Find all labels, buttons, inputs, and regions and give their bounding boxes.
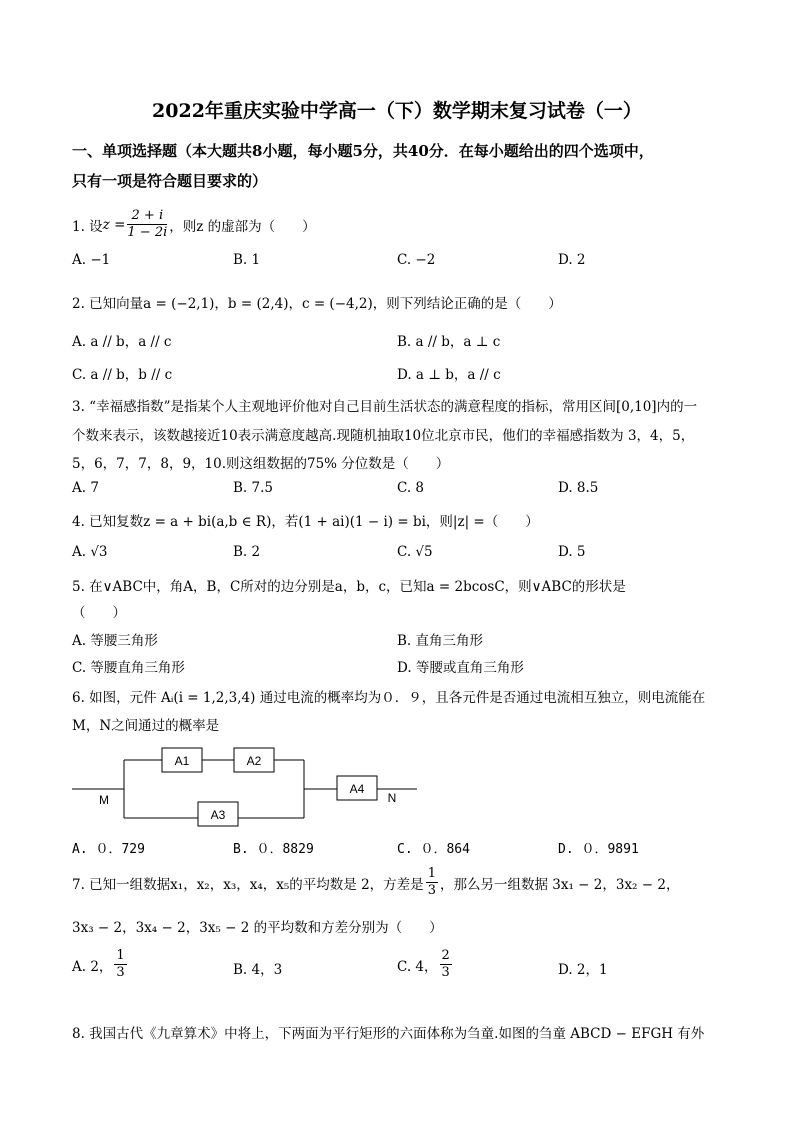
q3-option-b: B. 7.5 [233, 480, 273, 496]
q7-option-c-num: 2 [441, 948, 450, 963]
section-heading-line2: 只有一项是符合题目要求的） [72, 172, 268, 190]
q7-option-a [72, 948, 129, 981]
circuit-diagram [72, 738, 417, 830]
page-title: 2022年重庆实验中学高一（下）数学期末复习试卷（一） [152, 100, 642, 122]
q6-option-d: D. ０．9891 [558, 842, 639, 857]
node-n-label: N [387, 791, 397, 805]
q6-option-a: A. ０．729 [72, 842, 145, 857]
component-a2-label: A2 [246, 754, 262, 768]
q2-option-d: D. a ⊥ b，a // c [397, 367, 501, 383]
q7-variance-num: 1 [427, 866, 436, 881]
q4-option-b: B. 2 [233, 544, 261, 560]
q7-line1-b: ，那么另一组数据 3x₁ − 2，3x₂ − 2， [439, 876, 680, 893]
question-2-stem: 2. 已知向量a = (−2,1)，b = (2,4)，c = (−4,2)，则下列结论正确的是（ ） [72, 296, 562, 312]
question-3-line1: 3. “幸福感指数”是指某个人主观地评价他对自己目前生活状态的满意程度的指标，常用区间[0,10]内的一 [72, 399, 698, 415]
component-a1-label: A1 [174, 754, 190, 768]
component-a3-label: A3 [210, 808, 226, 822]
q5-option-a: A. 等腰三角形 [72, 633, 158, 649]
q1-numerator: 2 + i [127, 208, 167, 225]
question-8-line1: 8. 我国古代《九章算术》中将上，下两面为平行矩形的六面体称为刍童.如图的刍童 ABCD − EFGH 有外 [72, 1026, 705, 1042]
q5-option-d: D. 等腰或直角三角形 [397, 660, 524, 676]
q1-lhs: z = [102, 216, 126, 233]
q3-option-d: D. 8.5 [558, 480, 599, 496]
q7-option-a-num: 1 [116, 948, 125, 963]
q2-option-b: B. a // b，a ⊥ c [397, 334, 501, 350]
question-5-line2: （ ） [72, 605, 126, 621]
node-m-label: M [99, 793, 109, 807]
q7-option-a-text: A. 2， [72, 958, 113, 975]
q1-fraction [127, 208, 167, 241]
q1-prefix: 1. 设 [72, 218, 103, 235]
q1-option-c: C. −2 [397, 252, 436, 268]
q7-option-d: D. 2，1 [558, 962, 608, 978]
question-3-line3: 5，6，7，7，8，9，10.则这组数据的75% 分位数是（ ） [72, 456, 450, 472]
q7-option-a-den: 3 [116, 965, 125, 980]
q5-option-c: C. 等腰直角三角形 [72, 660, 185, 676]
q7-option-b: B. 4，3 [233, 962, 283, 978]
q2-option-a: A. a // b，a // c [72, 334, 172, 350]
component-a4-label: A4 [349, 782, 365, 796]
question-7-line2: 3x₃ − 2，3x₄ − 2，3x₅ − 2 的平均数和方差分别为（ ） [72, 920, 443, 936]
question-3-line2: 个数来表示，该数越接近10表示满意度越高.现随机抽取10位北京市民，他们的幸福感指数为 3，4，5， [72, 428, 695, 444]
q1-option-a: A. −1 [72, 252, 111, 268]
q7-variance-den: 3 [427, 883, 436, 898]
q7-option-c-text: C. 4， [397, 958, 438, 975]
q3-option-c: C. 8 [397, 480, 425, 496]
q6-option-b: B. ０．8829 [233, 842, 314, 857]
question-1-stem [72, 208, 316, 241]
section-heading-line1: 一、单项选择题（本大题共8小题，每小题5分，共40分．在每小题给出的四个选项中， [72, 142, 654, 160]
q1-option-b: B. 1 [233, 252, 261, 268]
q2-option-c: C. a // b，b // c [72, 367, 173, 383]
q7-option-c-den: 3 [441, 965, 450, 980]
q4-option-a: A. √3 [72, 544, 108, 560]
question-6-line1: 6. 如图，元件 Aᵢ(i = 1,2,3,4) 通过电流的概率均为０．９，且各元件是否通过电流相互独立，则电流能在 [72, 690, 706, 706]
q1-option-d: D. 2 [558, 252, 586, 268]
q5-option-b: B. 直角三角形 [397, 633, 484, 649]
q3-option-a: A. 7 [72, 480, 99, 496]
question-7-line1 [72, 866, 679, 899]
q4-option-d: D. 5 [558, 544, 586, 560]
question-4-stem: 4. 已知复数z = a + bi(a,b ∈ R)，若(1 + ai)(1 − i) = bi，则|z| =（ ） [72, 514, 539, 530]
q1-denominator: 1 − 2i [127, 225, 168, 240]
q1-suffix: ，则z 的虚部为（ ） [169, 218, 316, 235]
q7-line1-a: 7. 已知一组数据x₁，x₂，x₃，x₄，x₅的平均数是 2，方差是 [72, 876, 424, 893]
q4-option-c: C. √5 [397, 544, 433, 560]
q6-option-c: C. ０．864 [397, 842, 470, 857]
question-6-line2: M，N之间通过的概率是 [72, 718, 220, 734]
q7-option-c [397, 948, 454, 981]
q7-variance-fraction [426, 866, 438, 899]
question-5-line1: 5. 在∨ABC中，角A，B，C所对的边分别是a，b，c，已知a = 2bcosC，则∨ABC的形状是 [72, 579, 626, 595]
q7-option-c-fraction [440, 948, 452, 981]
q7-option-a-fraction [114, 948, 126, 981]
